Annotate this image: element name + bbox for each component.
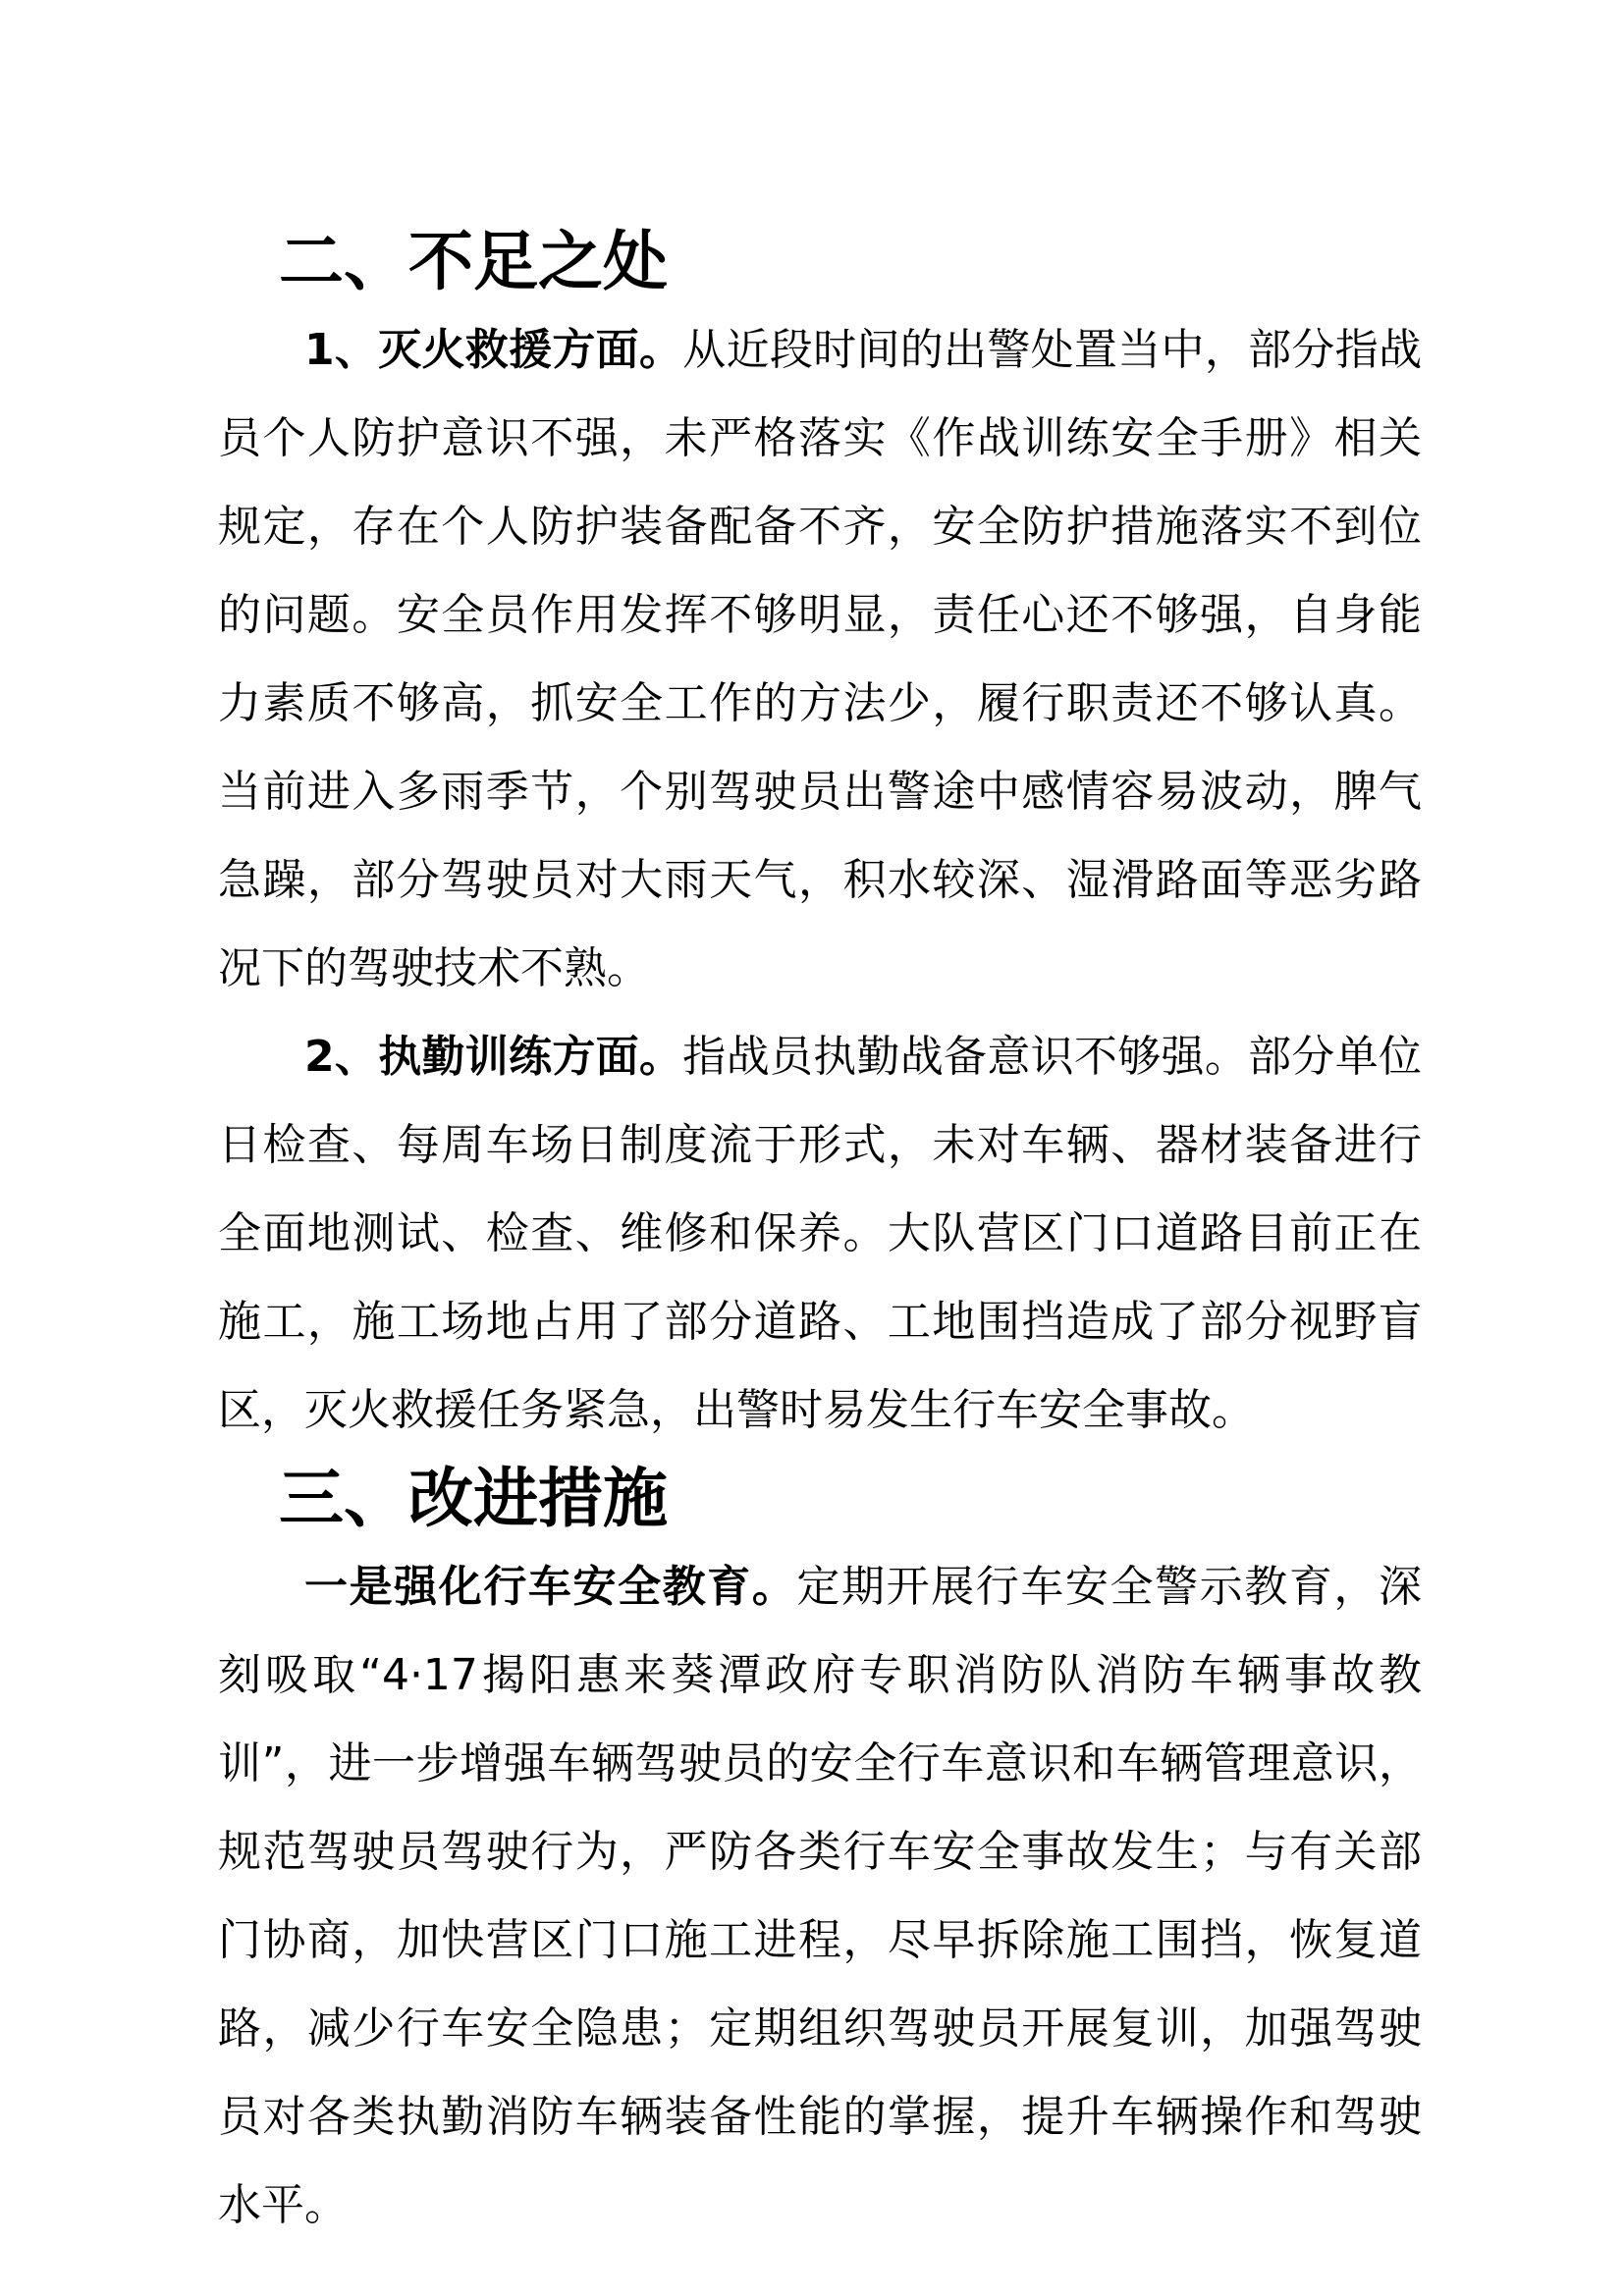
paragraph-text: 指战员执勤战备意识不够强。部分单位日检查、每周车场日制度流于形式，未对车辆、器材装备进行全面地测试、检查、维修和保养。大队营区门口道路目前正在施工，施工场地占用了部分道路、工地围挡造成了部分视野盲区，灭火救援任务紧急，出警时易发生行车安全事故。 xyxy=(218,1032,1422,1435)
paragraph-firefighting-rescue xyxy=(218,306,1422,1013)
paragraph-lead: 一是强化行车安全教育。 xyxy=(304,1562,797,1612)
paragraph-duty-training xyxy=(218,1013,1422,1455)
document-body xyxy=(218,218,1422,2250)
paragraph-lead: 2、执勤训练方面。 xyxy=(304,1032,683,1082)
paragraph-text: 定期开展行车安全警示教育，深刻吸取“4·17揭阳惠来葵潭政府专职消防队消防车辆事故教训”，进一步增强车辆驾驶员的安全行车意识和车辆管理意识，规范驾驶员驾驶行为，严防各类行车安全事故发生；与有关部门协商，加快营区门口施工进程，尽早拆除施工围挡，恢复道路，减少行车安全隐患；定期组织驾驶员开展复训，加强驾驶员对各类执勤消防车辆装备性能的掌握，提升车辆操作和驾驶水平。 xyxy=(218,1562,1423,2230)
paragraph-driving-safety-education xyxy=(218,1543,1422,2250)
section-heading-improvements: 三、改进措施 xyxy=(279,1461,668,1536)
section-heading-shortcomings: 二、不足之处 xyxy=(279,224,668,299)
paragraph-text: 从近段时间的出警处置当中，部分指战员个人防护意识不强，未严格落实《作战训练安全手册》相关规定，存在个人防护装备配备不齐，安全防护措施落实不到位的问题。安全员作用发挥不够明显，责任心还不够强，自身能力素质不够高，抓安全工作的方法少，履行职责还不够认真。当前进入多雨季节，个别驾驶员出警途中感情容易波动，脾气急躁，部分驾驶员对大雨天气，积水较深、湿滑路面等恶劣路况下的驾驶技术不熟。 xyxy=(218,325,1422,993)
paragraph-lead: 1、灭火救援方面。 xyxy=(304,325,683,375)
